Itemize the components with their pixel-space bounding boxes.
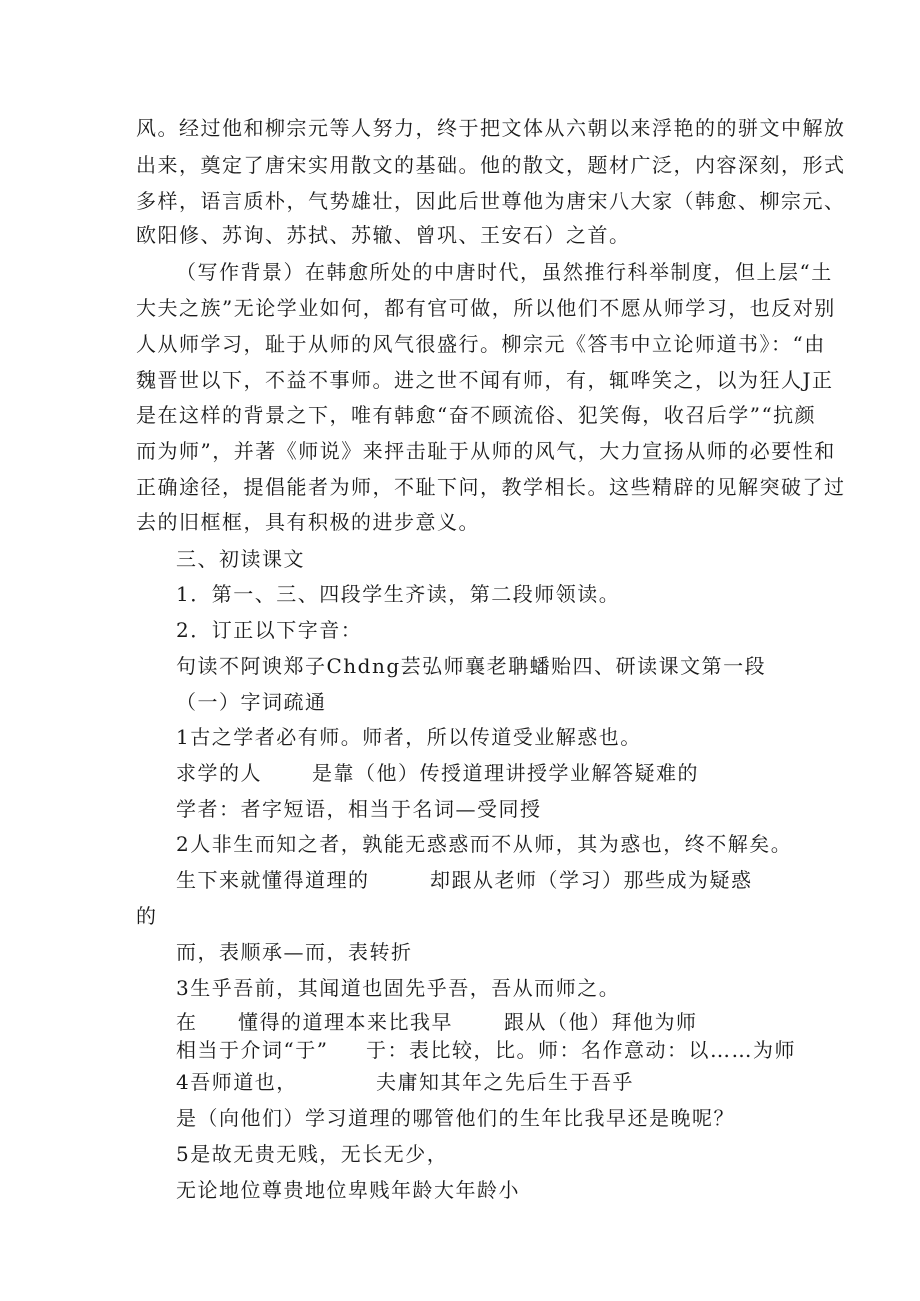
para2-line-5: 是在这样的背景之下，唯有韩愈“奋不顾流俗、犯笑侮，收召后学”“抗颜 — [136, 403, 817, 427]
gloss-1-line-1 — [176, 759, 699, 787]
gloss-1-predicate: 是靠（他）传授道理讲授学业解答疑难的 — [312, 761, 699, 785]
subsection-title: （一）字词疏通 — [176, 690, 327, 714]
sentence-4-part-b: 夫庸知其年之先后生于吾乎 — [376, 1070, 634, 1094]
para2-line-8: 去的旧框框，具有积极的进步意义。 — [136, 510, 480, 534]
list-item-2: 2．订正以下字音： — [176, 618, 363, 642]
pronunciation-line: 句读不阿谀郑子Chdng芸弘师襄老聃蟠贻四、研读课文第一段 — [176, 654, 767, 678]
para1-line-4: 欧阳修、苏询、苏拭、苏辙、曾巩、王安石）之首。 — [136, 223, 631, 247]
gloss-2-line-2: 而，表顺承—而，表转折 — [176, 940, 413, 964]
para2-line-4: 魏晋世以下，不益不事师。进之世不闻有师，有，辄哗笑之，以为狂人J正 — [136, 368, 834, 392]
sentence-3: 3生乎吾前，其闻道也固先乎吾，吾从而师之。 — [176, 976, 621, 1000]
gloss-3-part-d: 相当于介词“于” — [176, 1038, 329, 1062]
gloss-2-part-a: 生下来就懂得道理的 — [176, 868, 370, 892]
sentence-5: 5是故无贵无贱，无长无少， — [176, 1142, 449, 1166]
gloss-2-line-1 — [176, 866, 753, 894]
para2-line-3: 人从师学习，耻于从师的风气很盛行。柳宗元《答韦中立论师道书》：“由 — [136, 332, 826, 356]
sentence-4 — [176, 1068, 634, 1096]
gloss-3-part-c: 跟从（他）拜他为师 — [504, 1010, 698, 1034]
para1-line-2: 出来，奠定了唐宋实用散文的基础。他的散文，题材广泛，内容深刻，形式 — [136, 153, 846, 177]
gloss-5-line-1: 无论地位尊贵地位卑贱年龄大年龄小 — [176, 1178, 520, 1202]
para1-line-3: 多样，语言质朴，气势雄壮，因此后世尊他为唐宋八大家（韩愈、柳宗元、 — [136, 189, 846, 213]
gloss-3-part-a: 在 — [176, 1010, 198, 1034]
para2-line-7: 正确途径，提倡能者为师，不耻下问，教学相长。这些精辟的见解突破了过 — [136, 475, 846, 499]
sentence-4-part-a: 4吾师道也， — [176, 1070, 298, 1094]
gloss-2-wrap: 的 — [136, 904, 158, 928]
sentence-2: 2人非生而知之者，孰能无惑惑而不从师，其为惑也，终不解矣。 — [176, 832, 793, 856]
gloss-3-part-e: 于：表比较，比。师：名作意动：以……为师 — [366, 1038, 796, 1062]
sentence-1: 1古之学者必有师。师者，所以传道受业解惑也。 — [176, 725, 642, 749]
section-title: 三、初读课文 — [176, 547, 305, 571]
para2-line-6: 而为师”，并著《师说》来抨击耻于从师的风气，大力宣扬从师的必要性和 — [136, 439, 836, 463]
gloss-2-part-b: 却跟从老师（学习）那些成为疑惑 — [430, 868, 753, 892]
para1-line-1: 风。经过他和柳宗元等人努力，终于把文体从六朝以来浮艳的的骈文中解放 — [136, 116, 846, 140]
gloss-3-line-2 — [176, 1036, 796, 1064]
gloss-1-subject: 求学的人 — [176, 761, 262, 785]
gloss-3-line-1 — [176, 1008, 698, 1036]
para2-line-1: （写作背景）在韩愈所处的中唐时代，虽然推行科举制度，但上层“土 — [176, 260, 833, 284]
gloss-4-line-1: 是（向他们）学习道理的哪管他们的生年比我早还是晚呢？ — [176, 1106, 735, 1130]
gloss-3-part-b: 懂得的道理本来比我早 — [238, 1010, 453, 1034]
list-item-1: 1．第一、三、四段学生齐读，第二段师领读。 — [176, 582, 621, 606]
para2-line-2: 大夫之族”无论学业如何，都有官可做，所以他们不愿从师学习，也反对别 — [136, 296, 836, 320]
gloss-1-line-2: 学者：者字短语，相当于名词—受同授 — [176, 797, 542, 821]
